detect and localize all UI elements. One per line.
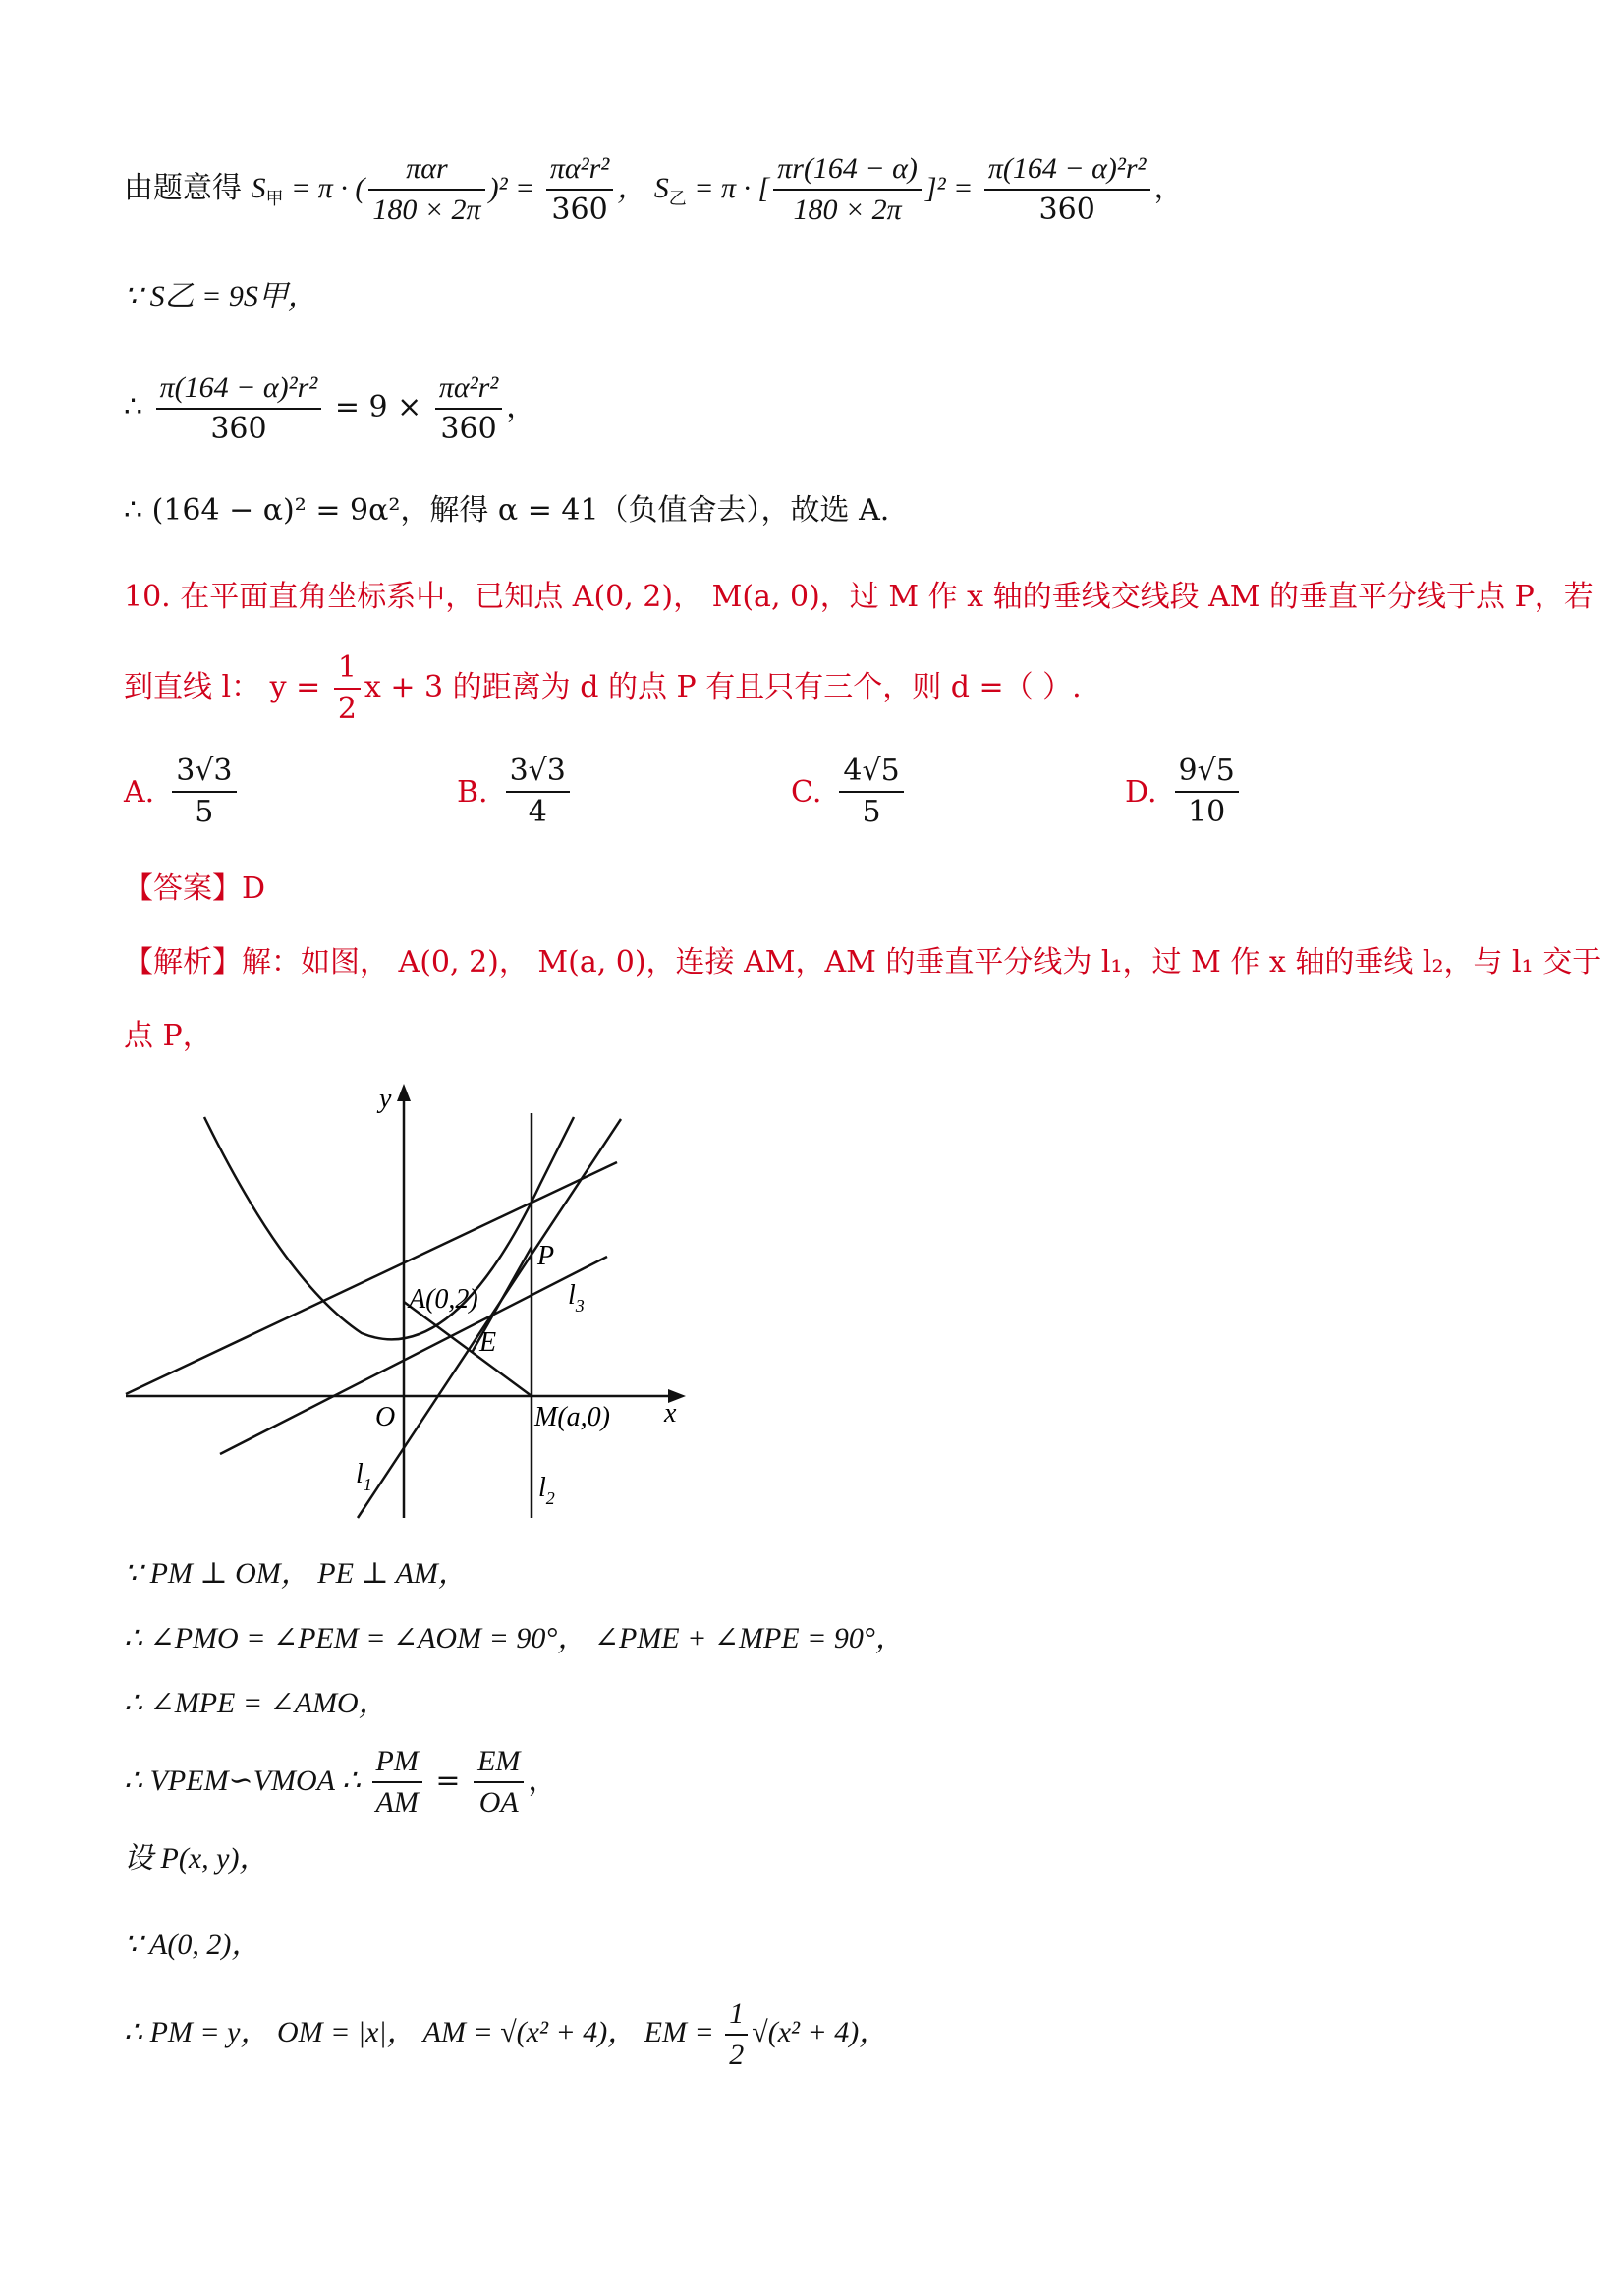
- text: 乙: [668, 189, 687, 209]
- denominator: 5: [195, 795, 214, 829]
- option-letter: B.: [457, 774, 488, 810]
- numerator: 1: [334, 648, 361, 690]
- numerator: 1: [725, 1994, 748, 2036]
- l3-label-sub: 3: [575, 1296, 585, 1316]
- text: S: [251, 172, 266, 204]
- point-a-label: A(0,2): [409, 1284, 478, 1315]
- fraction: [546, 149, 613, 230]
- text: 甲: [265, 189, 284, 209]
- text: 由题意得: [124, 171, 252, 205]
- denominator: 10: [1188, 795, 1226, 829]
- numerator: EM: [474, 1742, 524, 1783]
- option-c: [791, 752, 908, 832]
- numerator: 3√3: [506, 752, 570, 793]
- option-b: [457, 752, 574, 832]
- denominator: 360: [210, 412, 267, 446]
- fraction: [172, 752, 236, 832]
- step-1: ∵ PM ⊥ OM， PE ⊥ AM，: [124, 1557, 468, 1590]
- step-7: [124, 1994, 888, 2075]
- option-letter: D.: [1125, 774, 1157, 810]
- question-line-2: [124, 648, 1082, 729]
- text: = 9 ×: [325, 390, 431, 424]
- fraction: [372, 1742, 422, 1822]
- numerator: πr(164 − α): [773, 149, 922, 191]
- text: ，: [528, 1764, 558, 1798]
- l2-label-sub: 2: [545, 1488, 555, 1508]
- fraction: [435, 368, 502, 449]
- solution-line-4: ∴ (164 − α)² = 9α²，解得 α = 41（负值舍去），故选 A.: [124, 493, 890, 528]
- denominator: 2: [729, 2039, 745, 2071]
- origin-label: O: [375, 1402, 396, 1432]
- text: )² =: [488, 172, 542, 204]
- solution-line-1: [124, 149, 1184, 230]
- fraction: [334, 648, 361, 729]
- line-l1: [358, 1119, 621, 1518]
- numerator: π(164 − α)²r²: [984, 149, 1150, 191]
- answer-line: 【答案】D: [124, 871, 266, 906]
- l1-label-sub: 1: [363, 1475, 372, 1494]
- text: ∴: [124, 390, 152, 424]
- numerator: π(164 − α)²r²: [156, 368, 322, 410]
- line-l: [126, 1162, 617, 1394]
- option-a: [124, 752, 241, 832]
- analysis-line-1: 【解析】解：如图， A(0, 2)， M(a, 0)，连接 AM，AM 的垂直平分线为 l₁，过 M 作 x 轴的垂线 l₂，与 l₁ 交于: [124, 945, 1602, 980]
- text: = π · (: [283, 172, 365, 204]
- l1-label: [356, 1459, 372, 1494]
- text: = π · [: [686, 172, 770, 204]
- segment-am: [404, 1302, 532, 1396]
- step-6: ∵ A(0, 2)，: [124, 1929, 261, 1961]
- fraction: [725, 1994, 748, 2075]
- fraction: [156, 368, 322, 449]
- numerator: παr: [368, 149, 484, 191]
- denominator: 360: [1038, 193, 1095, 227]
- denominator: 4: [528, 795, 547, 829]
- denominator: 180 × 2π: [793, 194, 902, 226]
- denominator: AM: [375, 1786, 419, 1819]
- text: ]² =: [924, 172, 980, 204]
- solution-line-2: ∵ S乙 = 9S甲，: [124, 280, 317, 312]
- text: ∴ PM = y， OM = |x|， AM = √(x² + 4)， EM =: [124, 2015, 722, 2048]
- text: x + 3 的距离为 d 的点 P 有且只有三个，则 d =（ ）.: [364, 670, 1082, 704]
- point-p-label: P: [537, 1241, 555, 1271]
- numerator: 3√3: [172, 752, 236, 793]
- point-m-label: M(a,0): [534, 1402, 610, 1432]
- option-d: [1125, 752, 1243, 832]
- fraction: [773, 149, 922, 230]
- text: ， S: [617, 172, 669, 204]
- denominator: 2: [337, 692, 357, 726]
- l2-label-main: l: [538, 1473, 546, 1503]
- option-letter: A.: [124, 774, 155, 810]
- numerator: πα²r²: [435, 368, 502, 410]
- step-3: ∴ ∠MPE = ∠AMO，: [124, 1687, 388, 1719]
- denominator: OA: [478, 1786, 519, 1819]
- question-line-1: 10. 在平面直角坐标系中，已知点 A(0, 2)， M(a, 0)，过 M 作 x 轴的垂线交线段 AM 的垂直平分线于点 P，若: [124, 580, 1594, 614]
- numerator: 4√5: [839, 752, 903, 793]
- text: 到直线 l： y =: [124, 670, 330, 704]
- text: ∴ VPEM∽VMOA ∴: [124, 1764, 368, 1797]
- option-letter: C.: [791, 774, 822, 810]
- fraction: [839, 752, 903, 832]
- parabola-curve: [204, 1117, 574, 1339]
- text: √(x² + 4)，: [752, 2015, 889, 2048]
- denominator: 360: [551, 193, 608, 227]
- fraction: [506, 752, 570, 832]
- l3-label-main: l: [568, 1280, 576, 1311]
- point-e-label: E: [479, 1327, 497, 1358]
- l1-label-main: l: [356, 1459, 364, 1489]
- numerator: πα²r²: [546, 149, 613, 191]
- l2-label: [538, 1473, 555, 1508]
- step-2: ∴ ∠PMO = ∠PEM = ∠AOM = 90°， ∠PME + ∠MPE = 90°，: [124, 1622, 905, 1654]
- numerator: PM: [372, 1742, 422, 1783]
- analysis-line-2: 点 P，: [124, 1019, 212, 1053]
- y-axis-label: y: [379, 1084, 392, 1114]
- fraction: [368, 149, 484, 230]
- x-axis-label: x: [664, 1398, 677, 1428]
- geometry-figure: [118, 1076, 707, 1528]
- y-axis-arrow-icon: [397, 1084, 411, 1101]
- text: ，: [506, 390, 536, 424]
- numerator: 9√5: [1175, 752, 1239, 793]
- text: ，: [1153, 171, 1184, 205]
- fraction: [1175, 752, 1239, 832]
- text: =: [425, 1764, 471, 1798]
- l3-label: [568, 1280, 585, 1316]
- fraction: [474, 1742, 524, 1822]
- denominator: 180 × 2π: [372, 194, 481, 226]
- denominator: 360: [440, 412, 497, 446]
- denominator: 5: [862, 795, 881, 829]
- solution-line-3: [124, 368, 535, 449]
- fraction: [984, 149, 1150, 230]
- step-5: 设 P(x, y)，: [124, 1842, 269, 1875]
- step-4: [124, 1742, 557, 1822]
